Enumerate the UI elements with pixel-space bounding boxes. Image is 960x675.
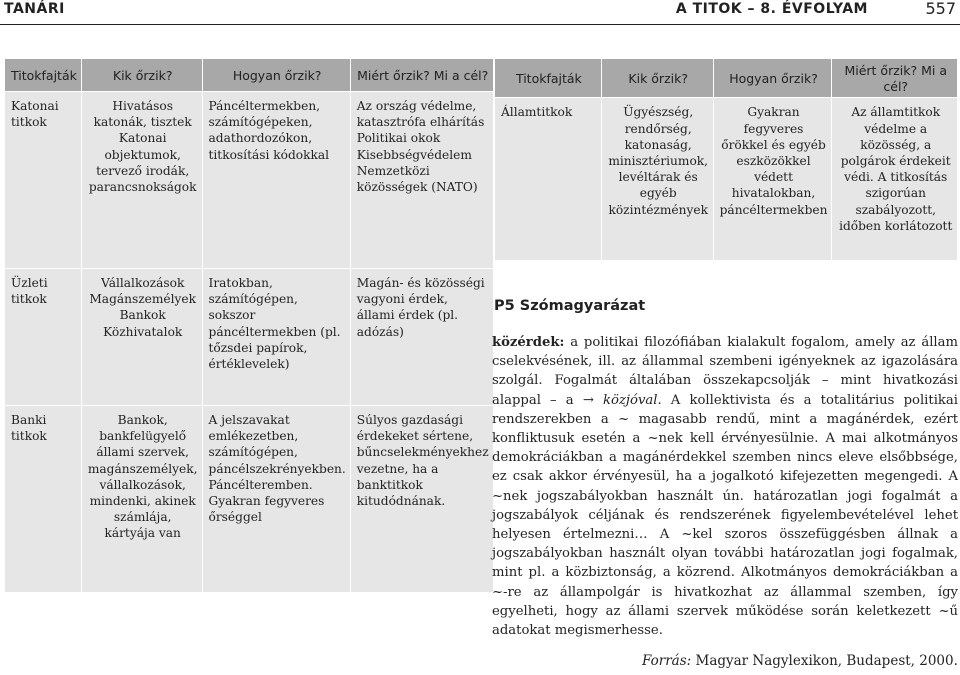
cell-why: Az ország védelme, katasztrófa elhárítás Politikai okok Kisebbségvédelem Nemzetközi közösségek (NATO) bbox=[350, 92, 493, 269]
cell-who: Vállalkozások Magánszemélyek Bankok Közhivatalok bbox=[81, 269, 202, 406]
glossary-text-2: . A kollektivista és a totalitárius politikai rendszerekben a ~ magasabb rendű, mint a magánérdek, ezért konfliktusuk esetén a ~nek kell érvényesülnie. A mai alkotmányos demokráciákban a magánérdekkel szemben nincs eleve elsőbbsége, ez csak akkor érvényesül, ha a jogalkotó kifejezetten megengedi. A ~nek jogszabályokban használt ún. határozatlan jogi fogalmát a jogszabályok céljának és rendszerének figyelembevételével lehet helyesen értelmezni… A ~kel szoros összefüggésben állnak a jogszabályokban használt olyan további határozatlan jogi fogalmak, mint pl. a közbiztonság, a közrend. Alkotmányos demokráciákban a ~-re az állampolgár is hivatkozhat az állammal szemben, így egyelheti, hogy az állami szervek működése során keletkezett ~ű adatokat megismerhesse. bbox=[492, 392, 958, 639]
cell-type: Üzleti titkok bbox=[5, 269, 82, 406]
cell-who: Hivatásos katonák, tisztek Katonai objektumok, tervező irodák, parancsnokságok bbox=[81, 92, 202, 269]
col-header-who: Kik őrzik? bbox=[81, 59, 202, 92]
cell-type: Banki titkok bbox=[5, 406, 82, 593]
cell-type: Államtitkok bbox=[495, 98, 602, 261]
glossary-text-1: a politikai filozófiában kialakult fogalom, amely az állam cselekvésének, ill. az állammal szembeni igényeknek az igazolására szolgál. Fogalmát általában összekapcsolják – mint hivatkozási alappal – a bbox=[492, 335, 958, 408]
page-number: 557 bbox=[925, 0, 956, 18]
cell-why: Súlyos gazdasági érdekeket sértene, bűncselekményekhez vezetne, ha a banktitkok kitudódnának. bbox=[350, 406, 493, 593]
cell-who: Ügyészség, rendőrség, katonaság, minisztériumok, levéltárak és egyéb közintézmények bbox=[601, 98, 713, 261]
cell-why: Magán- és közösségi vagyoni érdek, állami érdek (pl. adózás) bbox=[350, 269, 493, 406]
col-header-type: Titokfajták bbox=[495, 59, 602, 98]
cell-why: Az államtitkok védelme a közösség, a polgárok érdekeit védi. A titkosítás szigorúan szabályozott, időben korlátozott bbox=[832, 98, 958, 261]
cell-how: Iratokban, számítógépen, sokszor páncéltermekben (pl. tőzsdei papírok, értéklevelek) bbox=[202, 269, 350, 406]
cell-type: Katonai titkok bbox=[5, 92, 82, 269]
table-header-row bbox=[495, 59, 958, 98]
secrets-table-right bbox=[494, 58, 958, 261]
table-row bbox=[495, 98, 958, 261]
table-row bbox=[5, 269, 494, 406]
cell-how: Páncéltermekben, számítógépeken, adathordozókon, titkosítási kódokkal bbox=[202, 92, 350, 269]
col-header-who: Kik őrzik? bbox=[601, 59, 713, 98]
secrets-table-left bbox=[4, 58, 494, 593]
cell-how: Gyakran fegyveres őrökkel és egyéb eszközökkel védett hivatalokban, páncéltermekben bbox=[713, 98, 832, 261]
glossary-link[interactable]: közjóval bbox=[603, 392, 658, 408]
table-header-row bbox=[5, 59, 494, 92]
section-label: TANÁRI bbox=[4, 1, 65, 17]
page-header bbox=[0, 0, 960, 22]
col-header-how: Hogyan őrzik? bbox=[713, 59, 832, 98]
cell-who: Bankok, bankfelügyelő állami szervek, magánszemélyek, vállalkozások, mindenki, akinek számlája, kártyája van bbox=[81, 406, 202, 593]
table-row bbox=[5, 406, 494, 593]
source-label: Forrás: bbox=[642, 653, 692, 669]
source-citation bbox=[642, 653, 958, 669]
glossary-term: közérdek: bbox=[492, 335, 565, 350]
table-row bbox=[5, 92, 494, 269]
cell-how: A jelszavakat emlékezetben, számítógépen, páncélszekrényekben. Páncélteremben. Gyakran fegyveres őrséggel bbox=[202, 406, 350, 593]
arrow-icon: → bbox=[582, 392, 594, 408]
source-text: Magyar Nagylexikon, Budapest, 2000. bbox=[691, 653, 958, 669]
glossary-entry bbox=[492, 333, 958, 640]
chapter-label: A TITOK – 8. ÉVFOLYAM bbox=[675, 1, 868, 17]
col-header-type: Titokfajták bbox=[5, 59, 82, 92]
col-header-why: Miért őrzik? Mi a cél? bbox=[350, 59, 493, 92]
col-header-why: Miért őrzik? Mi a cél? bbox=[832, 59, 958, 98]
glossary-title: P5 Szómagyarázat bbox=[494, 298, 646, 314]
header-divider bbox=[0, 24, 960, 25]
col-header-how: Hogyan őrzik? bbox=[202, 59, 350, 92]
